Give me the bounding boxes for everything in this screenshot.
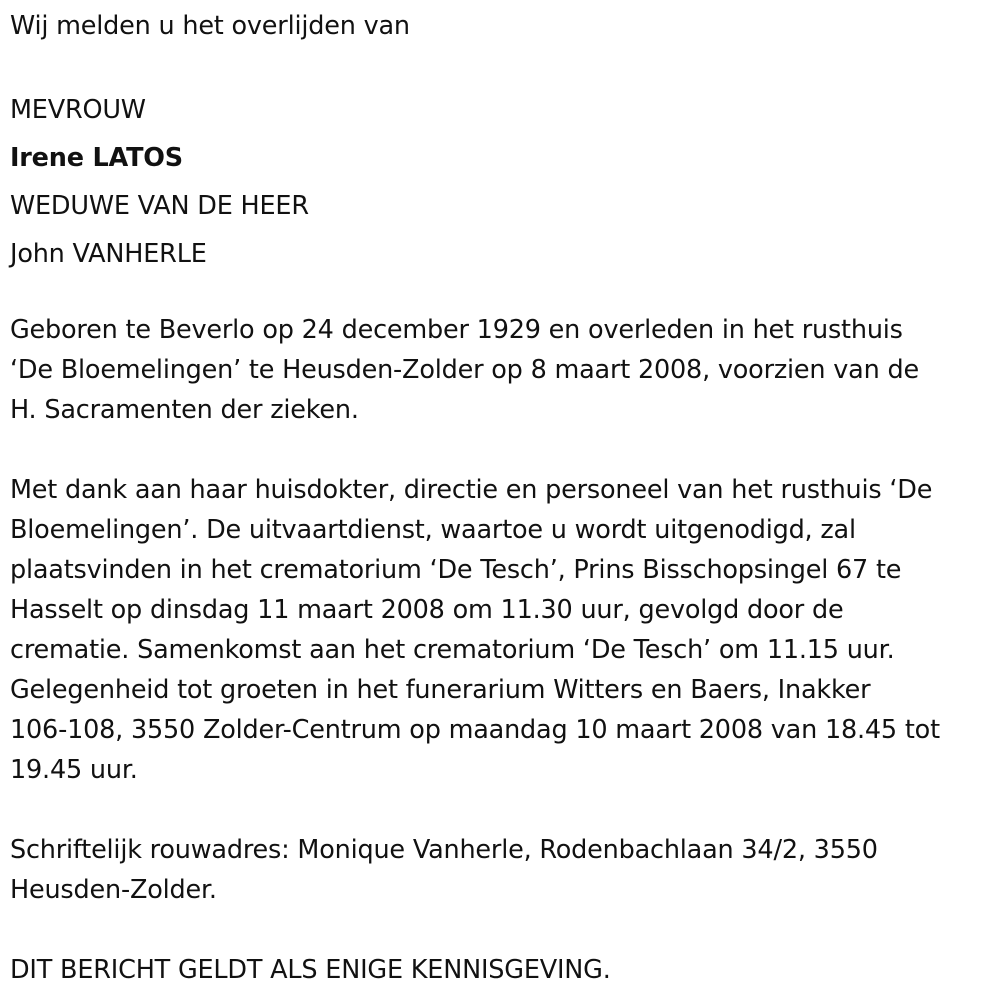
ceremony-paragraph [10,470,990,790]
birth-death-line: ‘De Bloemelingen’ te Heusden-Zolder op 8 maart 2008, voorzien van de [10,355,919,385]
ceremony-line: Gelegenheid tot groeten in het funerarium Witters en Baers, Inakker [10,675,871,705]
birth-death-line: Geboren te Beverlo op 24 december 1929 en overleden in het rusthuis [10,315,903,345]
death-notice [10,6,990,990]
ceremony-line: crematie. Samenkomst aan het crematorium ‘De Tesch’ om 11.15 uur. [10,635,895,665]
birth-death-paragraph [10,310,990,430]
intro-text: Wij melden u het overlijden van [10,11,410,41]
deceased-block [10,86,990,278]
widow-of-label: WEDUWE VAN DE HEER [10,191,309,221]
closing-statement: DIT BERICHT GELDT ALS ENIGE KENNISGEVING. [10,955,611,985]
ceremony-line: 106-108, 3550 Zolder-Centrum op maandag 10 maart 2008 van 18.45 tot [10,715,940,745]
ceremony-line: Hasselt op dinsdag 11 maart 2008 om 11.30 uur, gevolgd door de [10,595,844,625]
ceremony-line: Bloemelingen’. De uitvaartdienst, waartoe u wordt uitgenodigd, zal [10,515,856,545]
condolence-address-line: Schriftelijk rouwadres: Monique Vanherle, Rodenbachlaan 34/2, 3550 [10,835,878,865]
condolence-address-paragraph [10,830,990,910]
deceased-name: Irene LATOS [10,143,183,173]
ceremony-line: Met dank aan haar huisdokter, directie en personeel van het rusthuis ‘De [10,475,933,505]
ceremony-line: 19.45 uur. [10,755,138,785]
condolence-address-line: Heusden-Zolder. [10,875,217,905]
honorific-title: MEVROUW [10,95,146,125]
ceremony-line: plaatsvinden in het crematorium ‘De Tesch’, Prins Bisschopsingel 67 te [10,555,902,585]
spouse-name: John VANHERLE [10,239,207,269]
birth-death-line: H. Sacramenten der zieken. [10,395,359,425]
closing-paragraph [10,950,990,990]
